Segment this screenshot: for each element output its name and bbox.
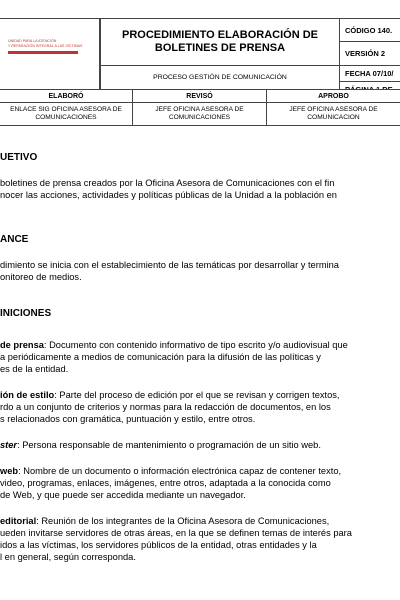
section-heading-definiciones: INICIONES: [0, 308, 52, 319]
code-cell: [339, 18, 400, 42]
definition-text: : Documento con contenido informativo de tipo escrito y/o audiovisual que: [43, 340, 348, 350]
paragraph-line: boletines de prensa creados por la Oficina Asesora de Comunicaciones con el fin: [0, 178, 335, 188]
definition-term: ión de estilo: [0, 390, 55, 400]
definition-first-line: [0, 440, 400, 452]
paragraph-line: de Web, y que puede ser accedida mediante un navegador.: [0, 490, 246, 500]
section-heading-objetivo: UETIVO: [0, 152, 38, 163]
column-label: APROBO: [318, 92, 349, 100]
definition-text: : Persona responsable de mantenimiento o programación de un sitio web.: [17, 440, 321, 450]
logo-text: Y REPARACIÓN INTEGRAL A LAS VÍCTIMAS: [8, 44, 83, 48]
role-line: ENLACE SIG OFICINA ASESORA DE: [10, 106, 122, 113]
definition-text: : Parte del proceso de edición por el que se revisan y corrigen textos,: [54, 390, 340, 400]
process-cell: [100, 65, 340, 90]
document-header-table: [0, 18, 400, 130]
paragraph-line: ueden invitarse servidores de otras áreas, en la que se definen temas de interés para: [0, 528, 352, 538]
definition-term: editorial: [0, 516, 37, 526]
paragraph-line: dimiento se inicia con el establecimiento de las temáticas por desarrollar y termina: [0, 260, 339, 270]
title-cell: [100, 18, 340, 66]
role-line: COMUNICACIONES: [35, 114, 97, 121]
paragraph-line: idos a las víctimas, los servidores públicos de la entidad, otras entidades y la: [0, 540, 317, 550]
role-line: COMUNICACIONES: [168, 114, 231, 121]
paragraph-line: onitoreo de medios.: [0, 272, 82, 282]
role-line: JEFE OFICINA ASESORA DE: [289, 106, 378, 113]
definition-text: : Reunión de los integrantes de la Oficina Asesora de Comunicaciones,: [36, 516, 330, 526]
entity-logo: [8, 39, 88, 54]
definition-first-line: [0, 516, 400, 528]
title-line: BOLETINES DE PRENSA: [154, 42, 286, 54]
paragraph-line: video, programas, enlaces, imágenes, entre otros, adaptada a la conocida como: [0, 478, 331, 488]
definition-first-line: [0, 466, 400, 478]
paragraph-line: s relacionados con gramática, puntuación y estilo, entre otros.: [0, 414, 256, 424]
definition-term: de prensa: [0, 340, 44, 350]
aprobo-value: [266, 102, 400, 126]
date-value: FECHA 07/10/: [345, 69, 394, 78]
title-line: PROCEDIMIENTO ELABORACIÓN DE: [122, 29, 318, 41]
elaboro-label: [0, 89, 133, 103]
role-line: JEFE OFICINA ASESORA DE: [155, 106, 244, 113]
reviso-label: [132, 89, 267, 103]
aprobo-label: [266, 89, 400, 103]
version-cell: [339, 41, 400, 66]
definition-term: ster: [0, 440, 18, 450]
definition-term: web: [0, 466, 19, 476]
logo-cell: [0, 18, 100, 90]
paragraph-line: a periódicamente a medios de comunicación para la difusión de las políticas y: [0, 352, 321, 362]
role-line: COMUNICACION: [307, 114, 360, 121]
paragraph-line: nocer las acciones, actividades y políticas públicas de la Unidad a la población en: [0, 190, 337, 200]
definition-text: : Nombre de un documento o información electrónica capaz de contener texto,: [18, 466, 342, 476]
date-cell: [339, 65, 400, 82]
logo-text: UNIDAD PARA LA ATENCIÓN: [8, 39, 57, 43]
paragraph-line: l en general, según corresponda.: [0, 552, 136, 562]
elaboro-value: [0, 102, 133, 126]
paragraph-line: es de la entidad.: [0, 364, 69, 374]
process-name: PROCESO GESTIÓN DE COMUNICACIÓN: [153, 74, 287, 81]
column-label: ELABORÓ: [48, 92, 84, 100]
definition-first-line: [0, 340, 400, 352]
code-value: CÓDIGO 140.: [345, 25, 393, 35]
version-value: VERSIÓN 2: [345, 49, 386, 58]
definition-first-line: [0, 390, 400, 402]
paragraph-line: rdo a un conjunto de criterios y normas para la redacción de documentos, en los: [0, 402, 331, 412]
section-heading-alcance: ANCE: [0, 234, 29, 245]
logo-bar: [8, 51, 78, 54]
reviso-value: [132, 102, 267, 126]
document-title: [122, 29, 318, 55]
column-label: REVISÓ: [186, 92, 213, 100]
